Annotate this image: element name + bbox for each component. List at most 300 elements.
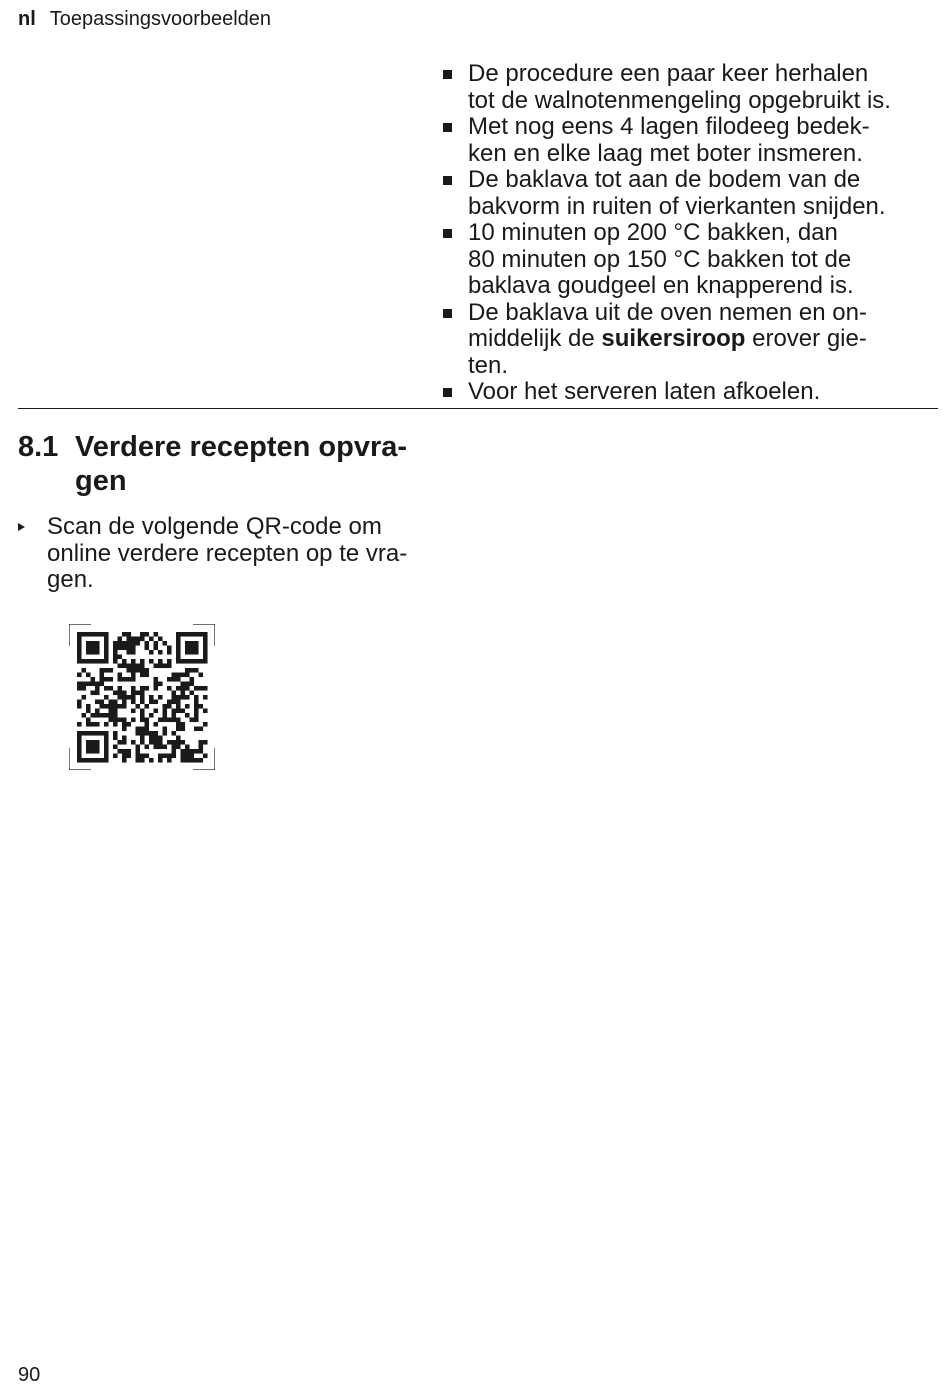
qr-module [163, 718, 168, 723]
qr-module [113, 659, 118, 664]
qr-module [199, 749, 204, 754]
qr-module [158, 718, 163, 723]
qr-module [203, 641, 208, 646]
qr-module [154, 632, 159, 637]
qr-module [203, 632, 208, 637]
qr-module [136, 749, 141, 754]
qr-module [113, 650, 118, 655]
qr-module [122, 632, 127, 637]
qr-module [86, 722, 91, 727]
qr-module [131, 664, 136, 669]
qr-module [122, 727, 127, 732]
qr-module [176, 632, 181, 637]
section-divider [18, 408, 938, 409]
qr-module [118, 718, 123, 723]
qr-module [185, 682, 190, 687]
qr-module [122, 700, 127, 705]
qr-module [158, 754, 163, 759]
qr-module [190, 646, 195, 651]
qr-module [136, 641, 141, 646]
qr-module [82, 758, 87, 763]
qr-module [109, 709, 114, 714]
qr-module [172, 709, 177, 714]
qr-module [131, 646, 136, 651]
qr-module [122, 659, 127, 664]
qr-module [176, 695, 181, 700]
qr-module [131, 686, 136, 691]
qr-module [122, 677, 127, 682]
qr-module [190, 718, 195, 723]
qr-module [154, 682, 159, 687]
qr-module [172, 677, 177, 682]
qr-module [100, 682, 105, 687]
qr-module [136, 745, 141, 750]
qr-module [145, 704, 150, 709]
qr-module [122, 704, 127, 709]
qr-module [149, 637, 154, 642]
qr-module [86, 646, 91, 651]
qr-module [86, 673, 91, 678]
qr-module [185, 659, 190, 664]
qr-module [172, 749, 177, 754]
qr-module [203, 722, 208, 727]
qr-module [145, 718, 150, 723]
qr-module [131, 677, 136, 682]
qr-module [127, 637, 132, 642]
qr-module [181, 749, 186, 754]
qr-module [190, 682, 195, 687]
qr-module [131, 709, 136, 714]
qr-module [158, 682, 163, 687]
emphasized-term: suikersiroop [601, 325, 746, 352]
qr-module [131, 659, 136, 664]
qr-module [194, 758, 199, 763]
qr-module [86, 641, 91, 646]
qr-module [203, 695, 208, 700]
qr-module [113, 700, 118, 705]
qr-module [172, 718, 177, 723]
qr-module [199, 745, 204, 750]
qr-module [100, 668, 105, 673]
qr-module [140, 695, 145, 700]
qr-module [136, 691, 141, 696]
qr-module [118, 641, 123, 646]
qr-module [91, 758, 96, 763]
qr-module [136, 758, 141, 763]
qr-module [185, 745, 190, 750]
qr-module [122, 758, 127, 763]
qr-module [127, 632, 132, 637]
qr-module [154, 722, 159, 727]
instruction-step [18, 514, 443, 594]
qr-module [154, 664, 159, 669]
qr-module [140, 700, 145, 705]
qr-module [149, 650, 154, 655]
qr-module [176, 641, 181, 646]
qr-module [118, 740, 123, 745]
qr-module [122, 736, 127, 741]
qr-module [113, 745, 118, 750]
qr-module [176, 704, 181, 709]
qr-module [181, 727, 186, 732]
qr-module [113, 731, 118, 736]
qr-module [190, 754, 195, 759]
qr-module [95, 731, 100, 736]
qr-module [113, 713, 118, 718]
qr-module [77, 731, 82, 736]
qr-module [140, 668, 145, 673]
qr-module [203, 686, 208, 691]
qr-module [203, 637, 208, 642]
qr-module [163, 745, 168, 750]
qr-module [185, 758, 190, 763]
chapter-title: Toepassingsvoorbeelden [49, 8, 272, 30]
list-item-text: De baklava tot aan de bodem van de [468, 166, 861, 193]
qr-module [86, 632, 91, 637]
qr-module [127, 749, 132, 754]
qr-module [185, 650, 190, 655]
qr-module [145, 745, 150, 750]
qr-module [104, 677, 109, 682]
qr-module [167, 740, 172, 745]
qr-module [100, 758, 105, 763]
qr-module [140, 727, 145, 732]
qr-module [91, 722, 96, 727]
qr-module [95, 686, 100, 691]
qr-module [91, 650, 96, 655]
qr-module [181, 754, 186, 759]
qr-module [127, 722, 132, 727]
qr-module [127, 668, 132, 673]
list-item-text: baklava goudgeel en knapperend is. [468, 272, 854, 299]
qr-module [149, 758, 154, 763]
qr-module [95, 659, 100, 664]
qr-module [149, 695, 154, 700]
qr-module [82, 682, 87, 687]
qr-module [127, 695, 132, 700]
section-number: 8.1 [18, 431, 59, 463]
qr-module [194, 686, 199, 691]
qr-module [140, 713, 145, 718]
qr-module [203, 659, 208, 664]
qr-module [176, 673, 181, 678]
qr-module [167, 758, 172, 763]
qr-module [158, 758, 163, 763]
qr-module [181, 691, 186, 696]
qr-module [176, 736, 181, 741]
qr-module [176, 745, 181, 750]
qr-module [140, 673, 145, 678]
qr-module [194, 704, 199, 709]
qr-module [140, 731, 145, 736]
qr-module [100, 659, 105, 664]
qr-module [194, 713, 199, 718]
qr-module [176, 740, 181, 745]
qr-module [185, 713, 190, 718]
qr-module [140, 659, 145, 664]
qr-module [176, 655, 181, 660]
qr-module [82, 695, 87, 700]
qr-module [158, 695, 163, 700]
list-item [440, 114, 945, 167]
qr-module [113, 704, 118, 709]
triangle-arrow-icon [18, 523, 25, 531]
section-heading [18, 430, 438, 498]
qr-module [136, 637, 141, 642]
qr-module [104, 722, 109, 727]
qr-module [190, 632, 195, 637]
qr-module [82, 632, 87, 637]
qr-module [154, 686, 159, 691]
qr-module [91, 745, 96, 750]
qr-module [181, 740, 186, 745]
qr-module [185, 749, 190, 754]
square-bullet-icon [443, 123, 452, 132]
qr-module [199, 727, 204, 732]
qr-module [91, 646, 96, 651]
qr-module [163, 731, 168, 736]
qr-module [199, 659, 204, 664]
qr-module [131, 695, 136, 700]
qr-module [140, 736, 145, 741]
qr-module [118, 691, 123, 696]
qr-module [172, 713, 177, 718]
qr-module [154, 700, 159, 705]
qr-module [185, 673, 190, 678]
qr-module [127, 641, 132, 646]
qr-module [86, 749, 91, 754]
qr-module [185, 668, 190, 673]
qr-module [185, 695, 190, 700]
qr-module [77, 700, 82, 705]
qr-module [167, 659, 172, 664]
qr-module [118, 655, 123, 660]
qr-module [91, 641, 96, 646]
qr-module [100, 704, 105, 709]
qr-module [100, 713, 105, 718]
qr-module [104, 650, 109, 655]
qr-module [167, 664, 172, 669]
qr-module [140, 686, 145, 691]
qr-module [149, 740, 154, 745]
qr-module [185, 646, 190, 651]
qr-module [136, 727, 141, 732]
qr-module [91, 713, 96, 718]
qr-module [154, 641, 159, 646]
qr-module [167, 650, 172, 655]
qr-module [140, 664, 145, 669]
list-item-text: ken en elke laag met boter insmeren. [468, 139, 863, 167]
qr-module [140, 632, 145, 637]
page-header [18, 6, 271, 32]
qr-module [113, 641, 118, 646]
qr-module [82, 731, 87, 736]
qr-module [145, 673, 150, 678]
list-item-text: De procedure een paar keer herhalen [468, 60, 869, 87]
list-item [440, 61, 945, 114]
qr-module [145, 731, 150, 736]
qr-module [163, 713, 168, 718]
qr-module [190, 668, 195, 673]
qr-module [194, 668, 199, 673]
qr-module [104, 740, 109, 745]
qr-module [190, 691, 195, 696]
qr-module [127, 650, 132, 655]
qr-module [104, 646, 109, 651]
qr-module [77, 686, 82, 691]
qr-module [118, 673, 123, 678]
qr-module [140, 740, 145, 745]
qr-module [140, 758, 145, 763]
qr-module [131, 641, 136, 646]
qr-module [113, 722, 118, 727]
qr-module [185, 641, 190, 646]
qr-module [194, 700, 199, 705]
qr-module [113, 736, 118, 741]
qr-module [104, 659, 109, 664]
qr-module [109, 700, 114, 705]
qr-module [176, 709, 181, 714]
qr-module [194, 646, 199, 651]
qr-module [136, 664, 141, 669]
qr-module [167, 704, 172, 709]
qr-module [95, 691, 100, 696]
qr-module [86, 650, 91, 655]
qr-module [100, 731, 105, 736]
qr-module [104, 632, 109, 637]
qr-module [145, 646, 150, 651]
qr-module [122, 722, 127, 727]
qr-module [149, 713, 154, 718]
qr-module [95, 682, 100, 687]
qr-module [158, 745, 163, 750]
qr-module [118, 704, 123, 709]
qr-module [122, 646, 127, 651]
qr-module [194, 727, 199, 732]
qr-module [95, 749, 100, 754]
qr-module [149, 731, 154, 736]
qr-module [167, 677, 172, 682]
qr-module [131, 718, 136, 723]
qr-module [181, 722, 186, 727]
qr-module [122, 754, 127, 759]
qr-module [145, 722, 150, 727]
qr-module [109, 668, 114, 673]
qr-module [104, 754, 109, 759]
qr-module [158, 637, 163, 642]
qr-module [181, 682, 186, 687]
qr-module [172, 700, 177, 705]
qr-module [181, 686, 186, 691]
list-item-text: 10 minuten op 200 °C bakken, dan [468, 219, 838, 246]
qr-module [154, 736, 159, 741]
qr-module [77, 722, 82, 727]
qr-module [95, 713, 100, 718]
qr-module [167, 700, 172, 705]
qr-module [109, 677, 114, 682]
qr-module [113, 646, 118, 651]
procedure-list [440, 61, 945, 406]
qr-module [154, 646, 159, 651]
list-item-text: ten. [468, 351, 509, 379]
qr-module [113, 691, 118, 696]
qr-module [190, 659, 195, 664]
qr-module [86, 718, 91, 723]
qr-module [203, 709, 208, 714]
qr-module [154, 731, 159, 736]
qr-module [181, 758, 186, 763]
qr-module [176, 718, 181, 723]
qr-module [181, 673, 186, 678]
qr-module [118, 677, 123, 682]
qr-module [203, 646, 208, 651]
list-item [440, 379, 945, 406]
qr-module [122, 664, 127, 669]
qr-module [158, 659, 163, 664]
qr-module [131, 740, 136, 745]
qr-module [172, 673, 177, 678]
qr-module [77, 745, 82, 750]
qr-module [172, 731, 177, 736]
qr-module [149, 700, 154, 705]
qr-module [77, 655, 82, 660]
qr-module [118, 686, 123, 691]
qr-module [176, 637, 181, 642]
qr-module [203, 754, 208, 759]
qr-module [86, 682, 91, 687]
qr-module [86, 740, 91, 745]
qr-module [104, 745, 109, 750]
qr-code-icon[interactable] [69, 624, 215, 770]
list-item-text: Voor het serveren laten afkoelen. [468, 378, 821, 405]
instruction-text: Scan de volgende QR-code om online verdere recepten op te vra- gen. [47, 513, 408, 593]
qr-module [158, 664, 163, 669]
qr-module [163, 664, 168, 669]
qr-module [77, 740, 82, 745]
qr-module [122, 691, 127, 696]
qr-module [140, 754, 145, 759]
qr-module [104, 758, 109, 763]
qr-module [158, 740, 163, 745]
qr-module [91, 682, 96, 687]
qr-module [113, 655, 118, 660]
qr-module [194, 695, 199, 700]
qr-module [176, 686, 181, 691]
qr-module [167, 754, 172, 759]
qr-module [154, 709, 159, 714]
list-item-text: tot de walnotenmengeling opgebruikt is. [468, 86, 891, 114]
qr-module [154, 677, 159, 682]
qr-module [136, 754, 141, 759]
qr-module [176, 677, 181, 682]
qr-module [190, 677, 195, 682]
qr-module [140, 718, 145, 723]
list-item-text: bakvorm in ruiten of vierkanten snijden. [468, 192, 886, 220]
qr-module [163, 727, 168, 732]
qr-module [77, 650, 82, 655]
qr-module [91, 749, 96, 754]
qr-module [91, 740, 96, 745]
qr-module [95, 641, 100, 646]
page-number: 90 [18, 1364, 41, 1386]
qr-module [122, 718, 127, 723]
qr-module [172, 745, 177, 750]
square-bullet-icon [443, 229, 452, 238]
qr-module [145, 727, 150, 732]
qr-module [77, 673, 82, 678]
qr-module [100, 673, 105, 678]
qr-module [91, 731, 96, 736]
